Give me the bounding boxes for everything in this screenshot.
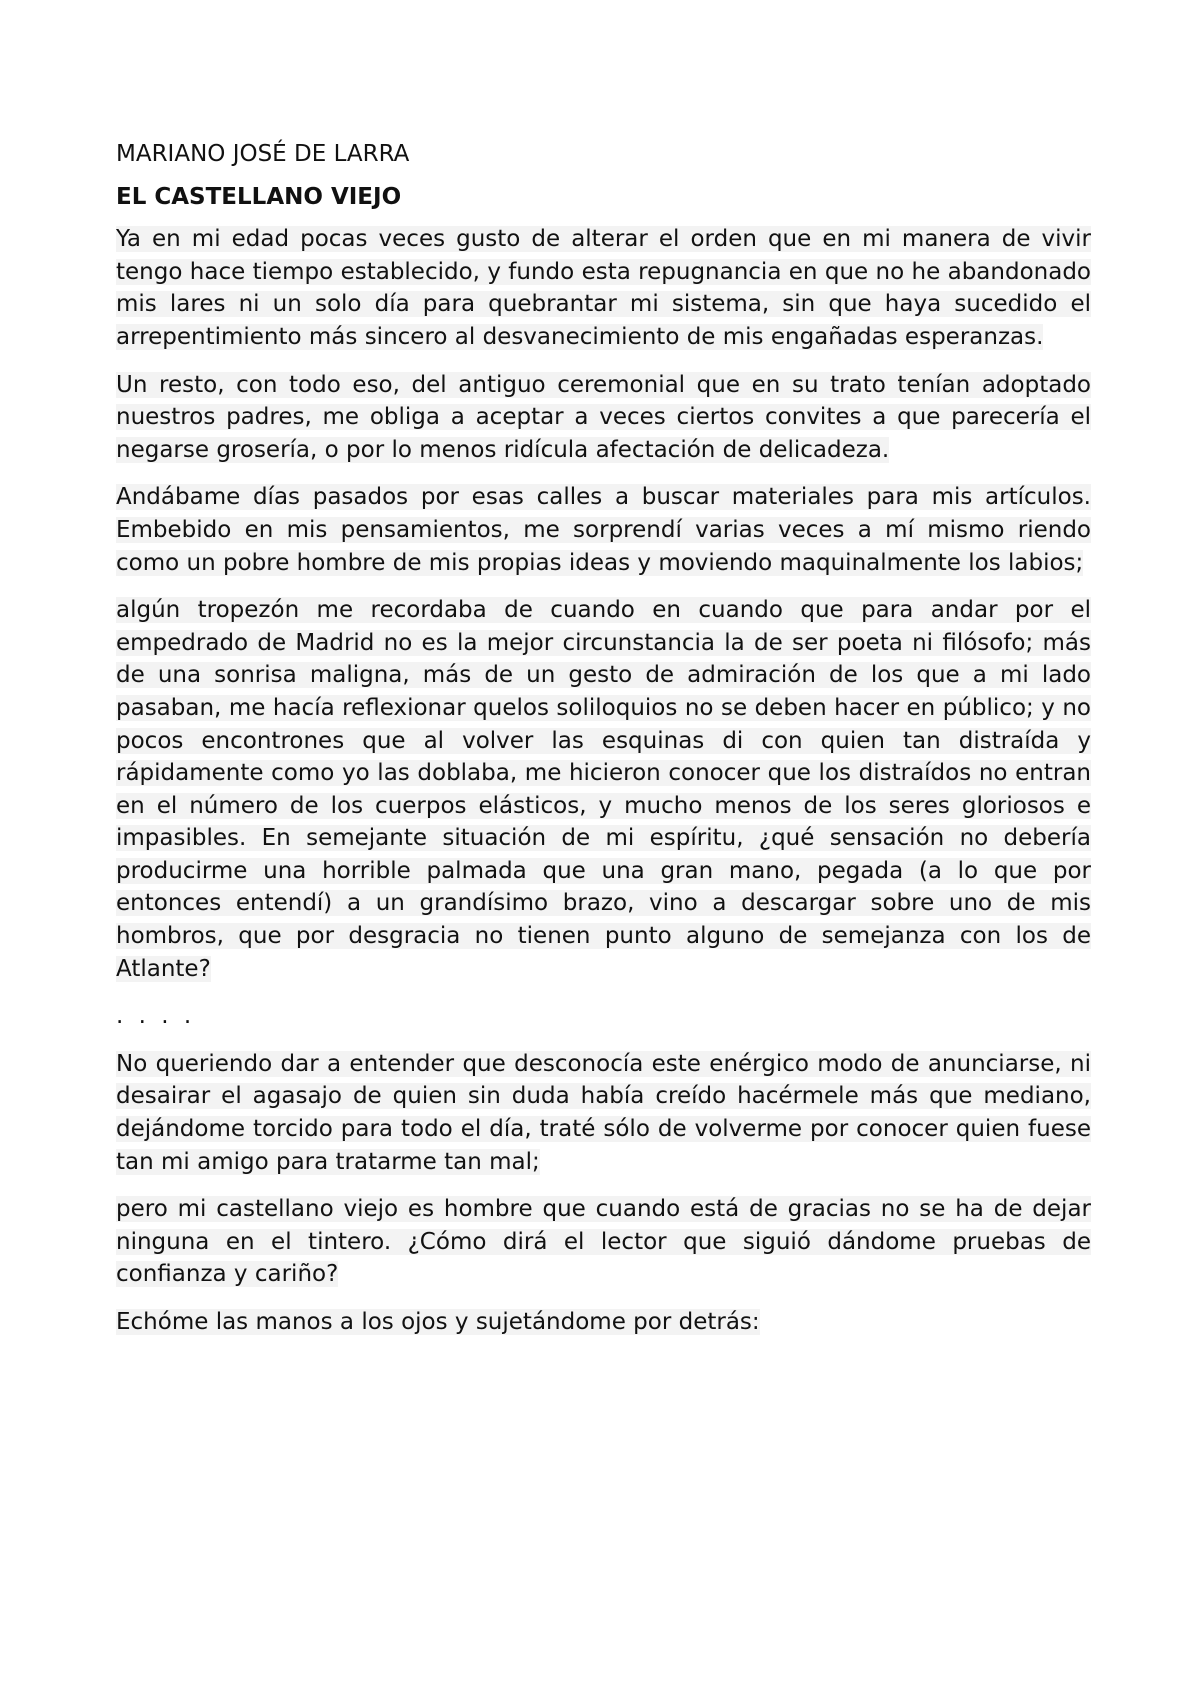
paragraph	[116, 1048, 1091, 1178]
paragraph-text: Un resto, con todo eso, del antiguo ceremonial que en su trato tenían adoptado nuestros padres, me obliga a aceptar a veces ciertos convites a que parecería el negarse grosería, o por lo menos ridícula afectación de delicadeza.	[116, 371, 1091, 463]
title-heading: EL CASTELLANO VIEJO	[116, 183, 402, 210]
paragraph-text: pero mi castellano viejo es hombre que cuando está de gracias no se ha de dejar ninguna en el tintero. ¿Cómo dirá el lector que siguió dándome pruebas de confianza y cariño?	[116, 1196, 1091, 1288]
paragraph-text: No queriendo dar a entender que desconocía este enérgico modo de anunciarse, ni desairar el agasajo de quien sin duda había creído hacérmele más que mediano, dejándome torcido para todo el día, traté sólo de volverme por conocer quien fuese tan mi amigo para tratarme tan mal;	[116, 1050, 1091, 1175]
author-heading: MARIANO JOSÉ DE LARRA	[116, 141, 410, 167]
paragraph	[116, 481, 1091, 579]
paragraph	[116, 223, 1091, 353]
ellipsis-separator: . . . .	[116, 1003, 196, 1030]
paragraph	[116, 1193, 1091, 1291]
paragraph	[116, 1306, 1091, 1339]
document-page	[116, 138, 1091, 1354]
paragraph-text: Echóme las manos a los ojos y sujetándome por detrás:	[116, 1309, 760, 1335]
paragraph-text: Andábame días pasados por esas calles a buscar materiales para mis artículos. Embebido en mis pensamientos, me sorprendí varias veces a mí mismo riendo como un pobre hombre de mis propias ideas y moviendo maquinalmente los labios;	[116, 484, 1091, 576]
paragraph	[116, 594, 1091, 985]
paragraph-text: Ya en mi edad pocas veces gusto de alterar el orden que en mi manera de vivir tengo hace tiempo establecido, y fundo esta repugnancia en que no he abandonado mis lares ni un solo día para quebrantar mi sistema, sin que haya sucedido el arrepentimiento más sincero al desvanecimiento de mis engañadas esperanzas.	[116, 226, 1091, 350]
paragraph-text: algún tropezón me recordaba de cuando en cuando que para andar por el empedrado de Madrid no es la mejor circunstancia la de ser poeta ni filósofo; más de una sonrisa maligna, más de un gesto de admiración de los que a mi lado pasaban, me hacía reflexionar quelos soliloquios no se deben hacer en público; y no pocos encontrones que al volver las esquinas di con quien tan distraída y rápidamente como yo las doblaba, me hicieron conocer que los distraídos no entran en el número de los cuerpos elásticos, y mucho menos de los seres gloriosos e impasibles. En semejante situación de mi espíritu, ¿qué sensación no debería producirme una horrible palmada que una gran mano, pegada (a lo que por entonces entendí) a un grandísimo brazo, vino a descargar sobre uno de mis hombros, que por desgracia no tienen punto alguno de semejanza con los de Atlante?	[116, 597, 1091, 982]
paragraph	[116, 369, 1091, 467]
